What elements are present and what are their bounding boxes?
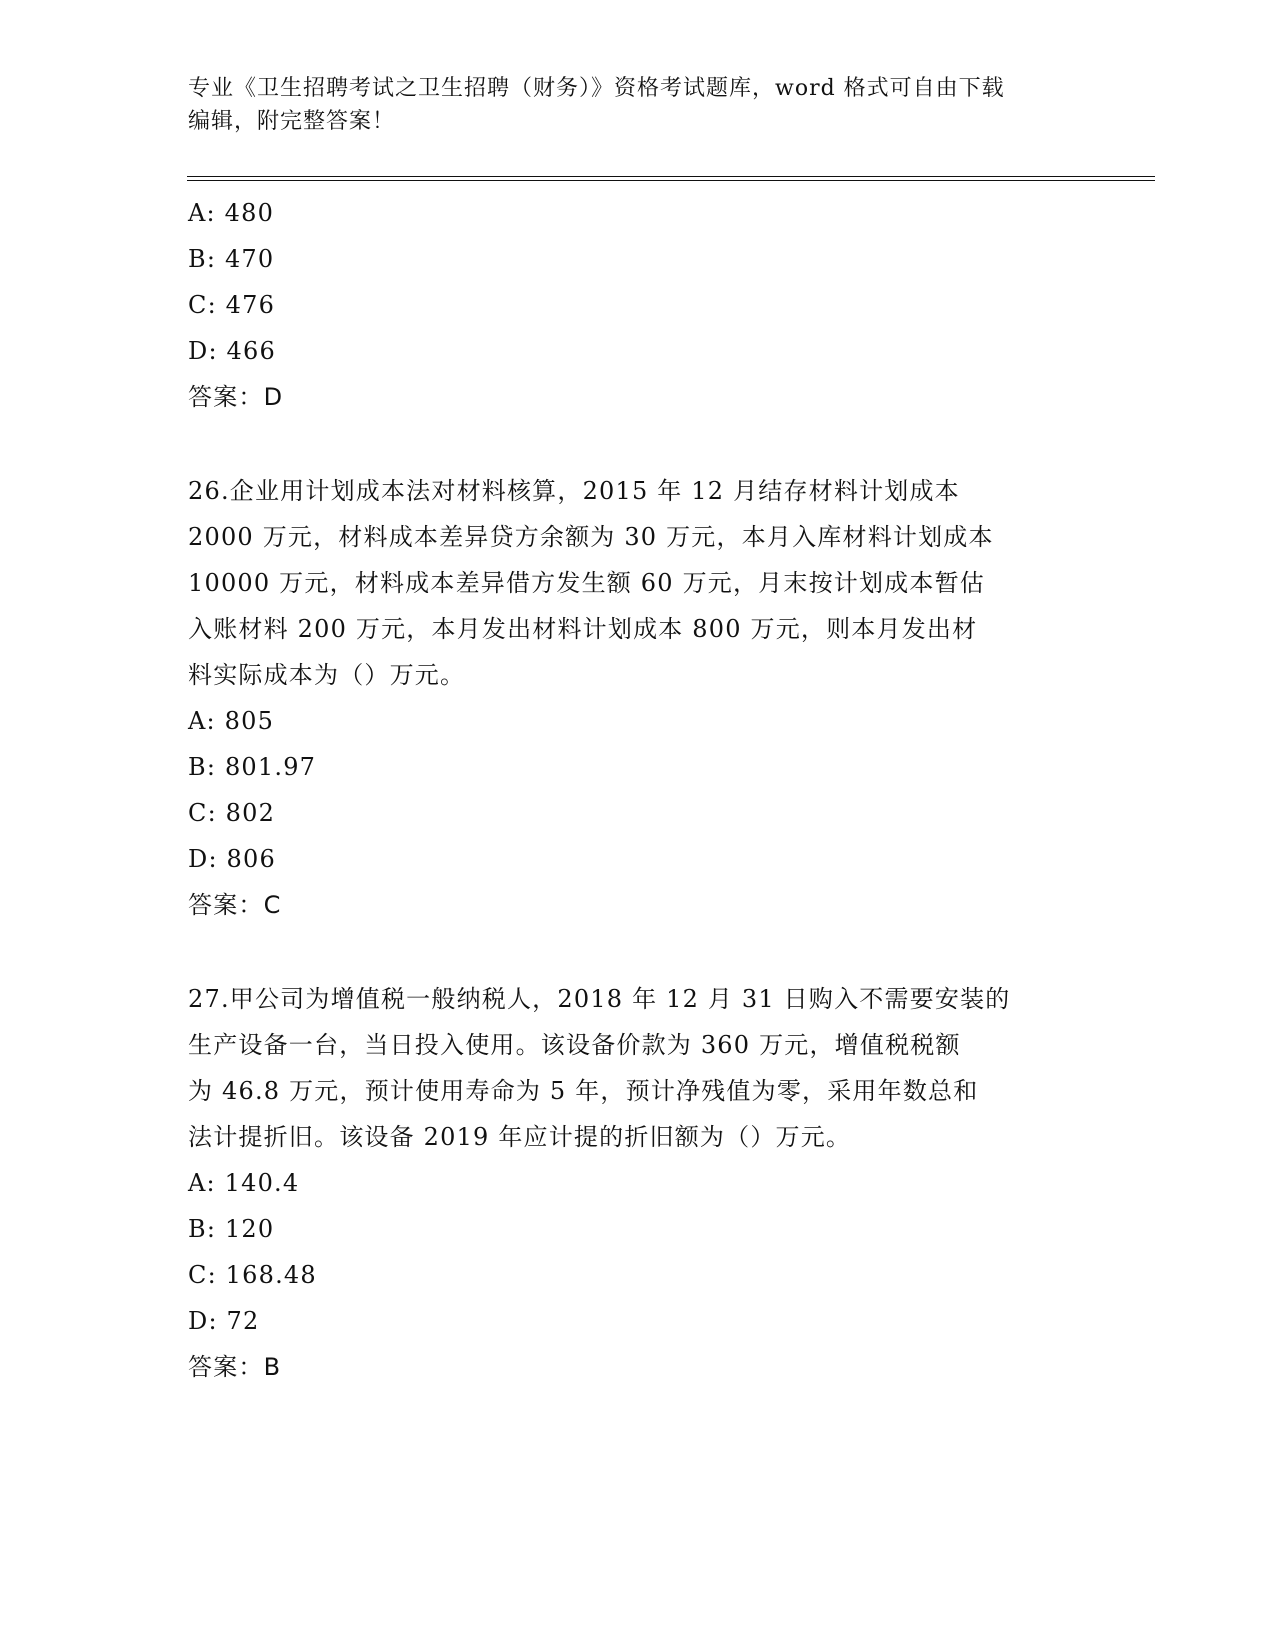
question-line: 2000 万元，材料成本差异贷方余额为 30 万元，本月入库材料计划成本 bbox=[188, 523, 994, 551]
question-26 bbox=[188, 468, 1088, 928]
question-text bbox=[188, 468, 1088, 698]
option-d: D: 806 bbox=[188, 845, 276, 873]
question-25-continuation bbox=[188, 190, 1088, 420]
question-text bbox=[188, 976, 1088, 1160]
answer-line: 答案：D bbox=[188, 383, 284, 411]
option-c: C: 802 bbox=[188, 799, 276, 827]
option-a: A: 140.4 bbox=[188, 1169, 300, 1197]
question-line: 26.企业用计划成本法对材料核算，2015 年 12 月结存材料计划成本 bbox=[188, 477, 960, 505]
question-line: 料实际成本为（）万元。 bbox=[188, 661, 466, 689]
question-line: 10000 万元，材料成本差异借方发生额 60 万元，月末按计划成本暂估 bbox=[188, 569, 985, 597]
header-line-1: 专业《卫生招聘考试之卫生招聘（财务）》资格考试题库，word 格式可自由下载 bbox=[188, 76, 1005, 101]
header-line-2: 编辑，附完整答案！ bbox=[188, 109, 396, 134]
header-divider-top bbox=[187, 176, 1155, 177]
option-d: D: 466 bbox=[188, 337, 276, 365]
option-b: B: 470 bbox=[188, 245, 275, 273]
answer-line: 答案：C bbox=[188, 891, 282, 919]
question-line: 法计提折旧。该设备 2019 年应计提的折旧额为（）万元。 bbox=[188, 1123, 852, 1151]
option-d: D: 72 bbox=[188, 1307, 260, 1335]
question-list bbox=[188, 190, 1088, 1390]
answer-line: 答案：B bbox=[188, 1353, 282, 1381]
question-line: 生产设备一台，当日投入使用。该设备价款为 360 万元，增值税税额 bbox=[188, 1031, 961, 1059]
question-27 bbox=[188, 976, 1088, 1390]
option-a: A: 480 bbox=[188, 199, 275, 227]
option-c: C: 476 bbox=[188, 291, 276, 319]
header-divider-bottom bbox=[187, 180, 1155, 181]
option-c: C: 168.48 bbox=[188, 1261, 317, 1289]
question-line: 27.甲公司为增值税一般纳税人，2018 年 12 月 31 日购入不需要安装的 bbox=[188, 985, 1011, 1013]
option-a: A: 805 bbox=[188, 707, 275, 735]
question-line: 为 46.8 万元，预计使用寿命为 5 年，预计净残值为零，采用年数总和 bbox=[188, 1077, 979, 1105]
option-b: B: 120 bbox=[188, 1215, 275, 1243]
question-line: 入账材料 200 万元，本月发出材料计划成本 800 万元，则本月发出材 bbox=[188, 615, 978, 643]
document-header bbox=[188, 72, 1088, 138]
option-b: B: 801.97 bbox=[188, 753, 317, 781]
